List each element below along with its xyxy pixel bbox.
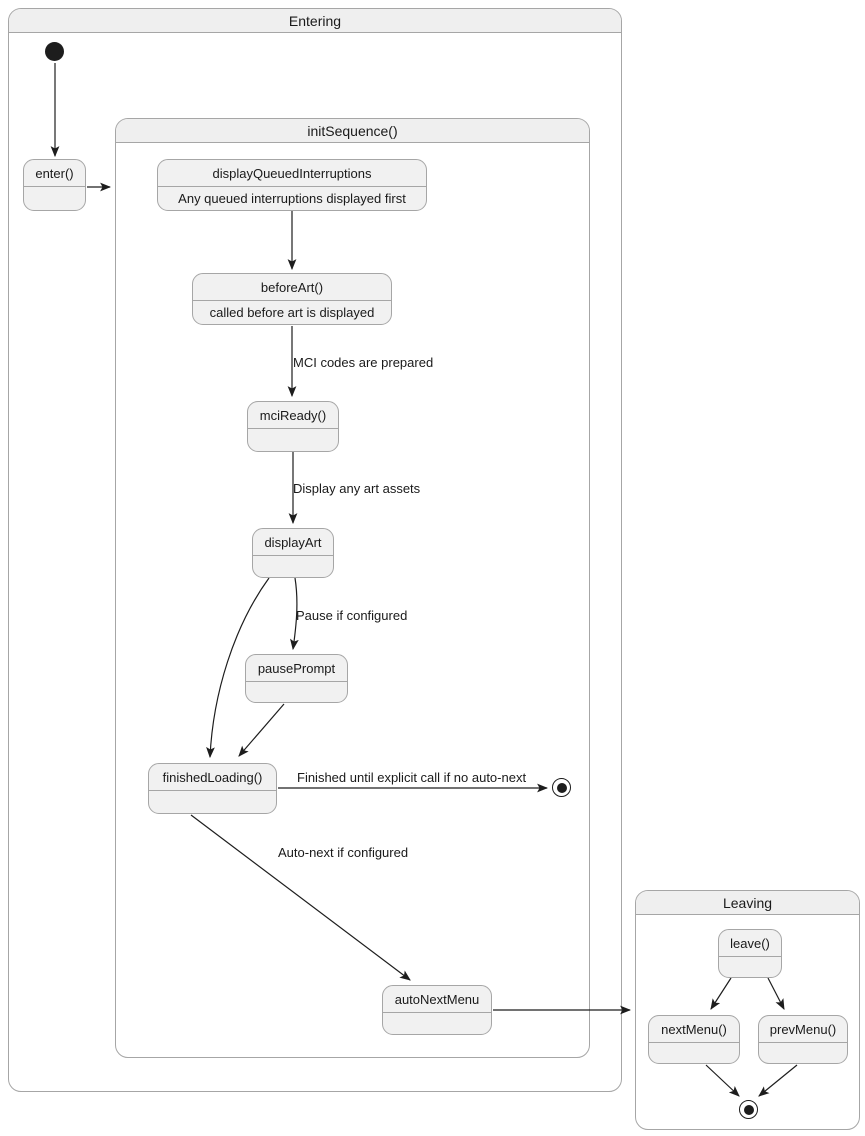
state-displayart-body bbox=[253, 556, 333, 577]
final-state-leaving bbox=[739, 1100, 758, 1119]
state-prevmenu-body bbox=[759, 1043, 847, 1063]
state-autonextmenu bbox=[382, 985, 492, 1035]
edge-label-autonext-if-configured: Auto-next if configured bbox=[278, 845, 409, 860]
final-state-leaving-dot bbox=[744, 1105, 754, 1115]
state-pauseprompt bbox=[245, 654, 348, 703]
state-mciready-body bbox=[248, 429, 338, 451]
entering-header bbox=[9, 9, 621, 33]
edge-label-finished-until-explicit: Finished until explicit call if no auto-next bbox=[297, 770, 527, 785]
state-leave-label: leave() bbox=[719, 930, 781, 957]
state-finishedloading-body bbox=[149, 791, 276, 813]
leaving-header bbox=[636, 891, 859, 915]
state-displayart bbox=[252, 528, 334, 578]
state-beforeart bbox=[192, 273, 392, 325]
state-leave-body bbox=[719, 957, 781, 977]
state-beforeart-label: beforeArt() bbox=[193, 274, 391, 301]
state-nextmenu bbox=[648, 1015, 740, 1064]
state-displayart-label: displayArt bbox=[253, 529, 333, 556]
state-prevmenu bbox=[758, 1015, 848, 1064]
state-finishedloading bbox=[148, 763, 277, 814]
state-mciready-label: mciReady() bbox=[248, 402, 338, 429]
state-displayqueuedinterruptions-description: Any queued interruptions displayed first bbox=[178, 191, 406, 206]
state-pauseprompt-label: pausePrompt bbox=[246, 655, 347, 682]
state-displayqueuedinterruptions bbox=[157, 159, 427, 211]
initsequence-header bbox=[116, 119, 589, 143]
initsequence-title: initSequence() bbox=[307, 122, 398, 139]
initial-state bbox=[45, 42, 64, 61]
entering-title: Entering bbox=[288, 12, 342, 29]
state-prevmenu-label: prevMenu() bbox=[759, 1016, 847, 1043]
composite-state-initsequence bbox=[115, 118, 590, 1058]
state-displayqueuedinterruptions-label: displayQueuedInterruptions bbox=[158, 160, 426, 187]
state-nextmenu-label: nextMenu() bbox=[649, 1016, 739, 1043]
final-state-entering-dot bbox=[557, 783, 567, 793]
state-autonextmenu-label: autoNextMenu bbox=[383, 986, 491, 1013]
edge-label-display-art-assets: Display any art assets bbox=[293, 481, 421, 496]
state-enter-body bbox=[24, 187, 85, 210]
state-enter-label: enter() bbox=[24, 160, 85, 187]
edge-label-pause-if-configured: Pause if configured bbox=[296, 608, 408, 623]
composite-state-leaving bbox=[635, 890, 860, 1130]
state-leave bbox=[718, 929, 782, 978]
final-state-entering bbox=[552, 778, 571, 797]
edge-label-mci-codes: MCI codes are prepared bbox=[293, 355, 434, 370]
state-mciready bbox=[247, 401, 339, 452]
state-finishedloading-label: finishedLoading() bbox=[149, 764, 276, 791]
state-nextmenu-body bbox=[649, 1043, 739, 1063]
state-beforeart-description: called before art is displayed bbox=[209, 305, 375, 320]
state-enter bbox=[23, 159, 86, 211]
state-autonextmenu-body bbox=[383, 1013, 491, 1034]
leaving-title: Leaving bbox=[722, 894, 773, 911]
state-pauseprompt-body bbox=[246, 682, 347, 702]
